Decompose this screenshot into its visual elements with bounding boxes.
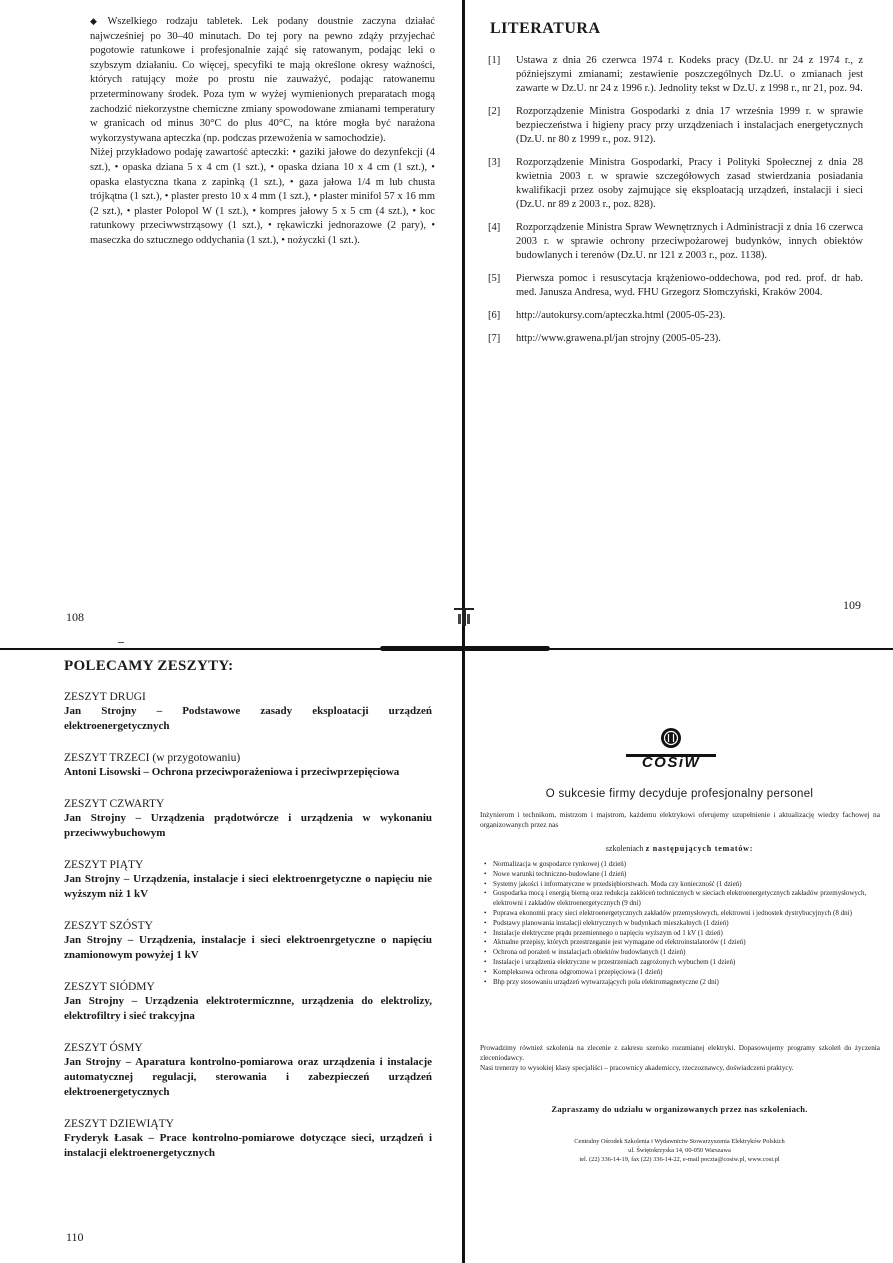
reference-number: [2] (488, 106, 501, 117)
crop-mark (118, 642, 124, 643)
reference-item (488, 221, 863, 263)
reference-item (488, 332, 863, 346)
reference-text: Ustawa z dnia 26 czerwca 1974 r. Kodeks pracy (Dz.U. nr 24 z 1974 r., z późniejszymi zmianami; zestawienie poszczególnych Dz.U. o zmianach jest zawarte w Dz.U. nr 24 z 1996 r.). Jednolity tekst w Dz.U. z 1998 r., nr 21, poz. 94. (516, 55, 863, 94)
issue-label: ZESZYT SZÓSTY (64, 920, 153, 932)
issue-title: Jan Strojny – Aparatura kontrolno-pomiarowa oraz urządzenia i instalacje automatycznej regulacji, sterowania i zabezpieczeń urządzeń elektroenergetycznych (64, 1056, 432, 1098)
intro-text: Inżynierom i technikom, mistrzom i majstrom, każdemu elektrykowi oferujemy uzupełnienie i aktualizację wiedzy fachowej na organizowanych przez nas (480, 810, 880, 829)
logo-wordmark: COSiW (641, 754, 701, 769)
issue-item (64, 797, 432, 841)
issue-label: ZESZYT DZIEWIĄTY (64, 1118, 174, 1130)
page-title: LITERATURA (490, 20, 601, 37)
topics-list (484, 860, 882, 987)
issue-title: Antoni Lisowski – Ochrona przeciwporażeniowa i przeciwprzepięciowa (64, 766, 400, 778)
reference-number: [4] (488, 222, 501, 233)
topic-item: • Systemy jakości i informatyczne w przedsiębiorstwach. Moda czy konieczność (1 dzień) (484, 880, 882, 890)
reference-text: Rozporządzenie Ministra Gospodarki z dnia 17 września 1999 r. w sprawie bezpieczeństwa i higieny pracy przy urządzeniach i instalacjach energetycznych (Dz.U. nr 80 z 1999 r., poz. 912). (516, 106, 863, 145)
reference-number: [6] (488, 310, 501, 321)
first-aid-kit-text (90, 14, 435, 249)
topics-heading (466, 844, 893, 853)
issue-item (64, 858, 432, 902)
page-number: 110 (66, 1230, 84, 1244)
page-108 (0, 0, 462, 640)
issue-title: Fryderyk Łasak – Prace kontrolno-pomiarowe dotyczące sieci, urządzeń i instalacji elektroenergetycznych (64, 1132, 432, 1159)
issue-item (64, 1117, 432, 1161)
issue-label: ZESZYT SIÓDMY (64, 981, 155, 993)
reference-text: Pierwsza pomoc i resuscytacja krążeniowo-oddechowa, pod red. prof. dr hab. med. Janusza Andresa, wyd. FHU Grzegorz Słomczyński, Kraków 2004. (516, 273, 863, 298)
topic-item: • Aktualne przepisy, których przestrzeganie jest wymagane od elektroinstalatorów (1 dzień) (484, 938, 882, 948)
issue-title: Jan Strojny – Urządzenia, instalacje i sieci elektroenrgetyczne o napięciu znamionowym powyżej 1 kV (64, 934, 432, 961)
diamond-bullet-icon: ◆ (90, 16, 104, 26)
issue-item (64, 690, 432, 734)
address-line-3: tel. (22) 336-14-19, fax (22) 336-14-22, e-mail poczta@cosiw.pl, www.cosi.pl (579, 1155, 780, 1163)
cosiw-logo (616, 725, 726, 769)
topic-item: • Podstawy planowania instalacji elektrycznych w budynkach mieszkalnych (1 dzień) (484, 919, 882, 929)
reference-number: [7] (488, 333, 501, 344)
page-number: 108 (66, 610, 84, 624)
reference-text: http://autokursy.com/apteczka.html (2005-05-23). (516, 310, 726, 321)
issue-label: ZESZYT ÓSMY (64, 1042, 143, 1054)
bullet-paragraph (90, 14, 435, 146)
reference-item (488, 309, 863, 323)
issue-label: ZESZYT PIĄTY (64, 859, 144, 871)
kit-contents-paragraph: Niżej przykładowo podaję zawartość apteczki: • gaziki jałowe do dezynfekcji (4 szt.), • opaska dziana 5 x 4 cm (1 szt.), • opaska dziana 10 x 4 cm (1 szt.), • opaska elastyczna tkana z zapinką (1 szt.), • gaza jałowa 1/4 m lub chusta trójkątna (1 szt.), • plaster presto 10 x 4 mm (1 szt.), • plaster minifol 57 x 16 mm (2 szt.), • plaster Polopol W (1 szt.), • kompres jałowy 5 x 5 cm (4 szt.), • koc ratunkowy przeciwwstrząsowy (1 szt.), • rękawiczki jednorazowe (2 pary), • maseczka do sztucznego oddychania (1 szt.), • nożyczki (1 szt.). (90, 147, 435, 246)
topics-heading-lead: szkoleniach (605, 844, 644, 853)
address-line-1: Centralny Ośrodek Szkolenia i Wydawnictw Stowarzyszenia Elektryków Polskich (574, 1138, 785, 1145)
issue-list (64, 690, 432, 1178)
issue-label: ZESZYT TRZECI (w przygotowaniu) (64, 752, 241, 764)
reference-list (488, 54, 863, 355)
tagline: O sukcesie firmy decyduje profesjonalny personel (545, 788, 814, 800)
reference-text: http://www.grawena.pl/jan strojny (2005-05-23). (516, 333, 721, 344)
reference-text: Rozporządzenie Ministra Spraw Wewnętrznych i Administracji z dnia 16 czerwca 2003 r. w sprawie ochrony przeciwpożarowej budynków, innych obiektów budowlanych i terenów (Dz.U. nr 121 z 2003 r., poz. 1138). (516, 222, 863, 261)
bullet-paragraph-text: Wszelkiego rodzaju tabletek. Lek podany doustnie zaczyna działać najwcześniej po 30–40 minutach. Do tej pory na pewno zdąży przyjechać pogotowie ratunkowe i profesjonalnie zająć się ratowanym, podając leki o szybszym działaniu. Co więcej, specyfiki te mają określone okresy ważności, których ratujący może po prostu nie zauważyć, podając ratowanemu przeterminowany środek. Poza tym w wyżej wymienionych preparatach mogą zachodzić niekorzystne chemiczne zmiany spowodowane zmianami temperatury w granicach od minus 30°C do plus 40°C, na które mogła być narażona wykorzystywana apteczka (np. podczas przewożenia w samochodzie). (90, 16, 436, 144)
issue-item (64, 1041, 432, 1100)
extra-info-2: Nasi trenerzy to wysokiej klasy specjaliści – pracownicy akademiccy, rzeczoznawcy, doświadczeni praktycy. (480, 1063, 794, 1072)
issue-item (64, 919, 432, 963)
issue-item (64, 751, 432, 780)
reference-item (488, 156, 863, 212)
topic-item: • Gospodarka mocą i energią bierną oraz redukcja zakłóceń technicznych w sieciach elektroenergetycznych zakładów przemysłowych, elektrowni i zakładów elektroenergetycznych (9 dni) (484, 889, 882, 909)
invitation: Zapraszamy do udziału w organizowanych przez nas szkoleniach. (551, 1104, 808, 1114)
topics-heading-bold: z następujących tematów: (645, 844, 754, 853)
topic-item: • Nowe warunki techniczno-budowlane (1 dzień) (484, 870, 882, 880)
page-110 (0, 650, 462, 1263)
page-number: 109 (843, 598, 861, 612)
address-line-2: ul. Świętokrzyska 14, 00-050 Warszawa (628, 1146, 731, 1154)
issue-title: Jan Strojny – Urządzenia elektrotermicznne, urządzenia do elektrolizy, elektrofiltry i sieć trakcyjna (64, 995, 432, 1022)
issue-title: Jan Strojny – Urządzenia, instalacje i sieci elektroenrgetyczne o napięciu nie wyższym niż 1 kV (64, 873, 432, 900)
reference-item (488, 105, 863, 147)
extra-info (480, 1044, 880, 1073)
topic-item: • Kompleksowa ochrona odgromowa i przepięciowa (1 dzień) (484, 968, 882, 978)
topic-item: • Poprawa ekonomii pracy sieci elektroenergetycznych zakładów przemysłowych, elektrowni i jednostek dystrybucyjnych (8 dni) (484, 909, 882, 919)
page-title: POLECAMY ZESZYTY: (64, 658, 234, 674)
issue-label: ZESZYT DRUGI (64, 691, 146, 703)
topic-item: • Ochrona od porażeń w instalacjach obiektów budowlanych (1 dzień) (484, 948, 882, 958)
reference-number: [1] (488, 55, 501, 66)
topic-item: • Bhp przy stosowaniu urządzeń wytwarzających pola elektromagnetyczne (2 dni) (484, 978, 882, 988)
extra-info-1: Prowadzimy również szkolenia na zlecenie z zakresu szeroko rozumianej elektryki. Dopasowujemy programy szkoleń do życzenia zleceniodawcy. (480, 1044, 880, 1062)
vertical-page-divider (462, 0, 465, 1263)
reference-text: Rozporządzenie Ministra Gospodarki, Pracy i Polityki Społecznej z dnia 28 kwietnia 2003 r. w sprawie szczegółowych zasad stwierdzania posiadania kwalifikacji przez osoby zajmujące się eksploatacją urządzeń, instalacji i sieci (Dz.U. nr 89 z 2003 r., poz. 828). (516, 157, 863, 210)
reference-number: [5] (488, 273, 501, 284)
page-109 (466, 0, 893, 640)
topic-item: • Instalacje elektryczne prądu przemiennego o napięciu wyższym od 1 kV (1 dzień) (484, 929, 882, 939)
page-111-advert (466, 650, 893, 1263)
reference-number: [3] (488, 157, 501, 168)
issue-item (64, 980, 432, 1024)
reference-item (488, 54, 863, 96)
topic-item: • Instalacje i urządzenia elektryczne w przestrzeniach zagrożonych wybuchem (1 dzień) (484, 958, 882, 968)
issue-title: Jan Strojny – Urządzenia prądotwórcze i urządzenia w wykonaniu przeciwwybuchowym (64, 812, 432, 839)
issue-label: ZESZYT CZWARTY (64, 798, 165, 810)
address-block (506, 1138, 853, 1164)
topic-item: • Normalizacja w gospodarce rynkowej (1 dzień) (484, 860, 882, 870)
issue-title: Jan Strojny – Podstawowe zasady eksploatacji urządzeń elektroenergetycznych (64, 705, 432, 732)
reference-item (488, 272, 863, 300)
